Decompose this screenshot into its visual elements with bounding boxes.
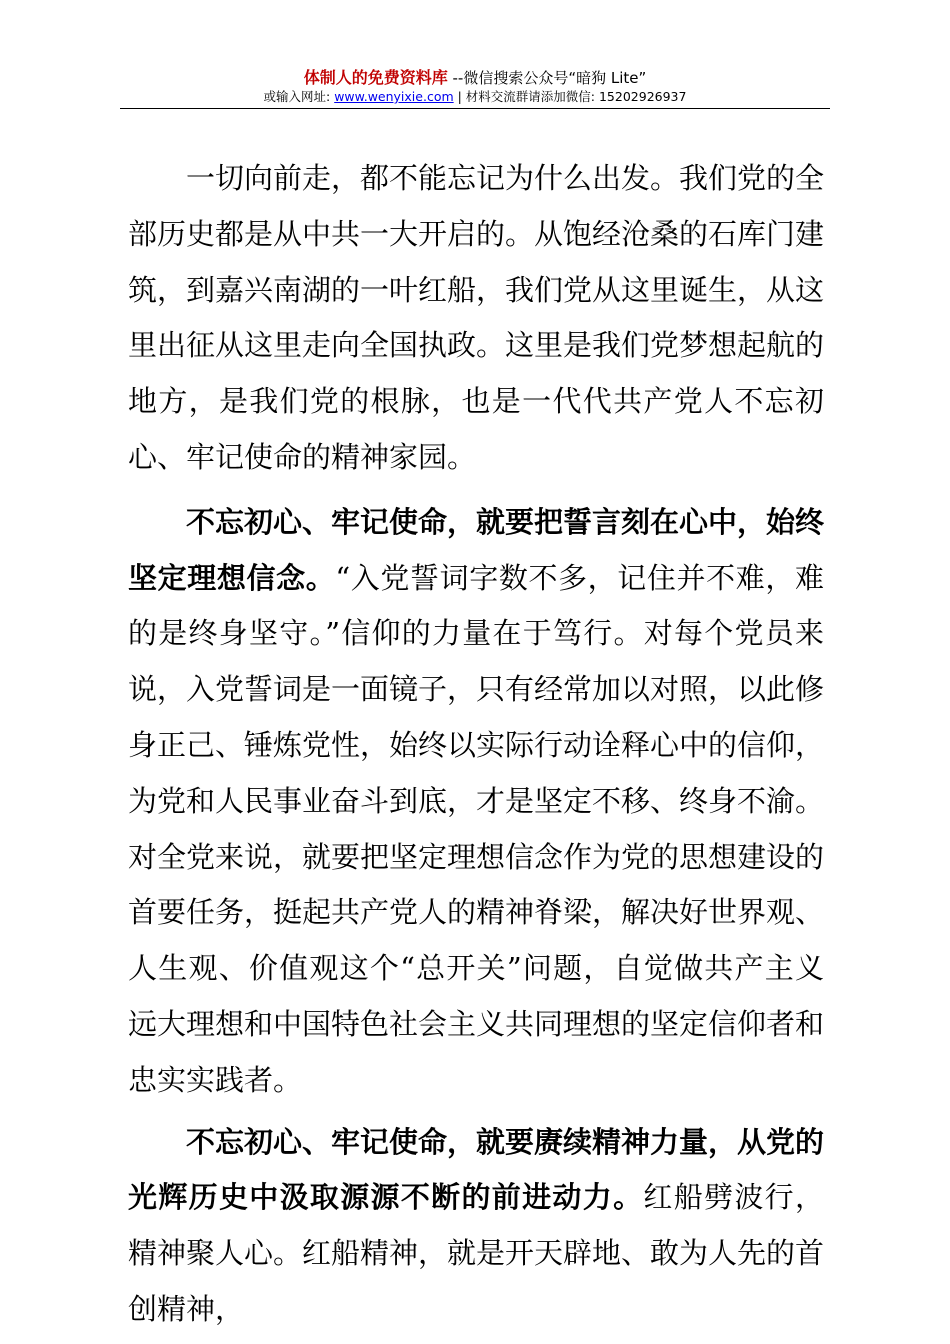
paragraph-3-lead: 不忘初心、牢记使命，就要赓续精神力量，从党的光辉历史中汲取源源不断的前进动力。 <box>128 1124 825 1215</box>
page-header <box>120 68 830 106</box>
header-url-prefix: 或输入网址: <box>263 89 335 104</box>
header-divider <box>120 108 830 109</box>
paragraph-3 <box>128 1115 824 1338</box>
paragraph-2-text: “入党誓词字数不多，记住并不难，难的是终身坚守。”信仰的力量在于笃行。对每个党员来说，入党誓词是一面镜子，只有经常加以对照，以此修身正己、锤炼党性，始终以实际行动诠释心中的信仰，为党和人民事业奋斗到底，才是坚定不移、终身不渝。对全党来说，就要把坚定理想信念作为党的思想建设的首要任务，挺起共产党人的精神脊梁，解决好世界观、人生观、价值观这个“总开关”问题，自觉做共产主义远大理想和中国特色社会主义共同理想的坚定信仰者和忠实实践者。 <box>128 560 825 1097</box>
header-url-link[interactable]: www.wenyixie.com <box>334 89 454 104</box>
document-body <box>128 151 824 1338</box>
paragraph-2-lead: 不忘初心、牢记使命，就要把誓言刻在心中，始终坚定理想信念。 <box>128 504 825 595</box>
paragraph-1 <box>128 151 824 486</box>
header-line-1 <box>120 68 830 88</box>
paragraph-3-text: 红船劈波行，精神聚人心。红船精神，就是开天辟地、敢为人先的首创精神， <box>128 1180 825 1326</box>
paragraph-1-text: 一切向前走，都不能忘记为什么出发。我们党的全部历史都是从中共一大开启的。从饱经沧桑的石库门建筑，到嘉兴南湖的一叶红船，我们党从这里诞生，从这里出征从这里走向全国执政。这里是我们党梦想起航的地方，是我们党的根脉，也是一代代共产党人不忘初心、牢记使命的精神家园。 <box>128 161 825 474</box>
header-suffix: --微信搜索公众号“暗狗 Lite” <box>447 69 647 87</box>
header-brand: 体制人的免费资料库 <box>303 68 448 87</box>
paragraph-2 <box>128 495 824 1109</box>
header-line-2 <box>120 88 830 106</box>
header-url-suffix: | 材料交流群请添加微信: 15202926937 <box>453 89 687 104</box>
